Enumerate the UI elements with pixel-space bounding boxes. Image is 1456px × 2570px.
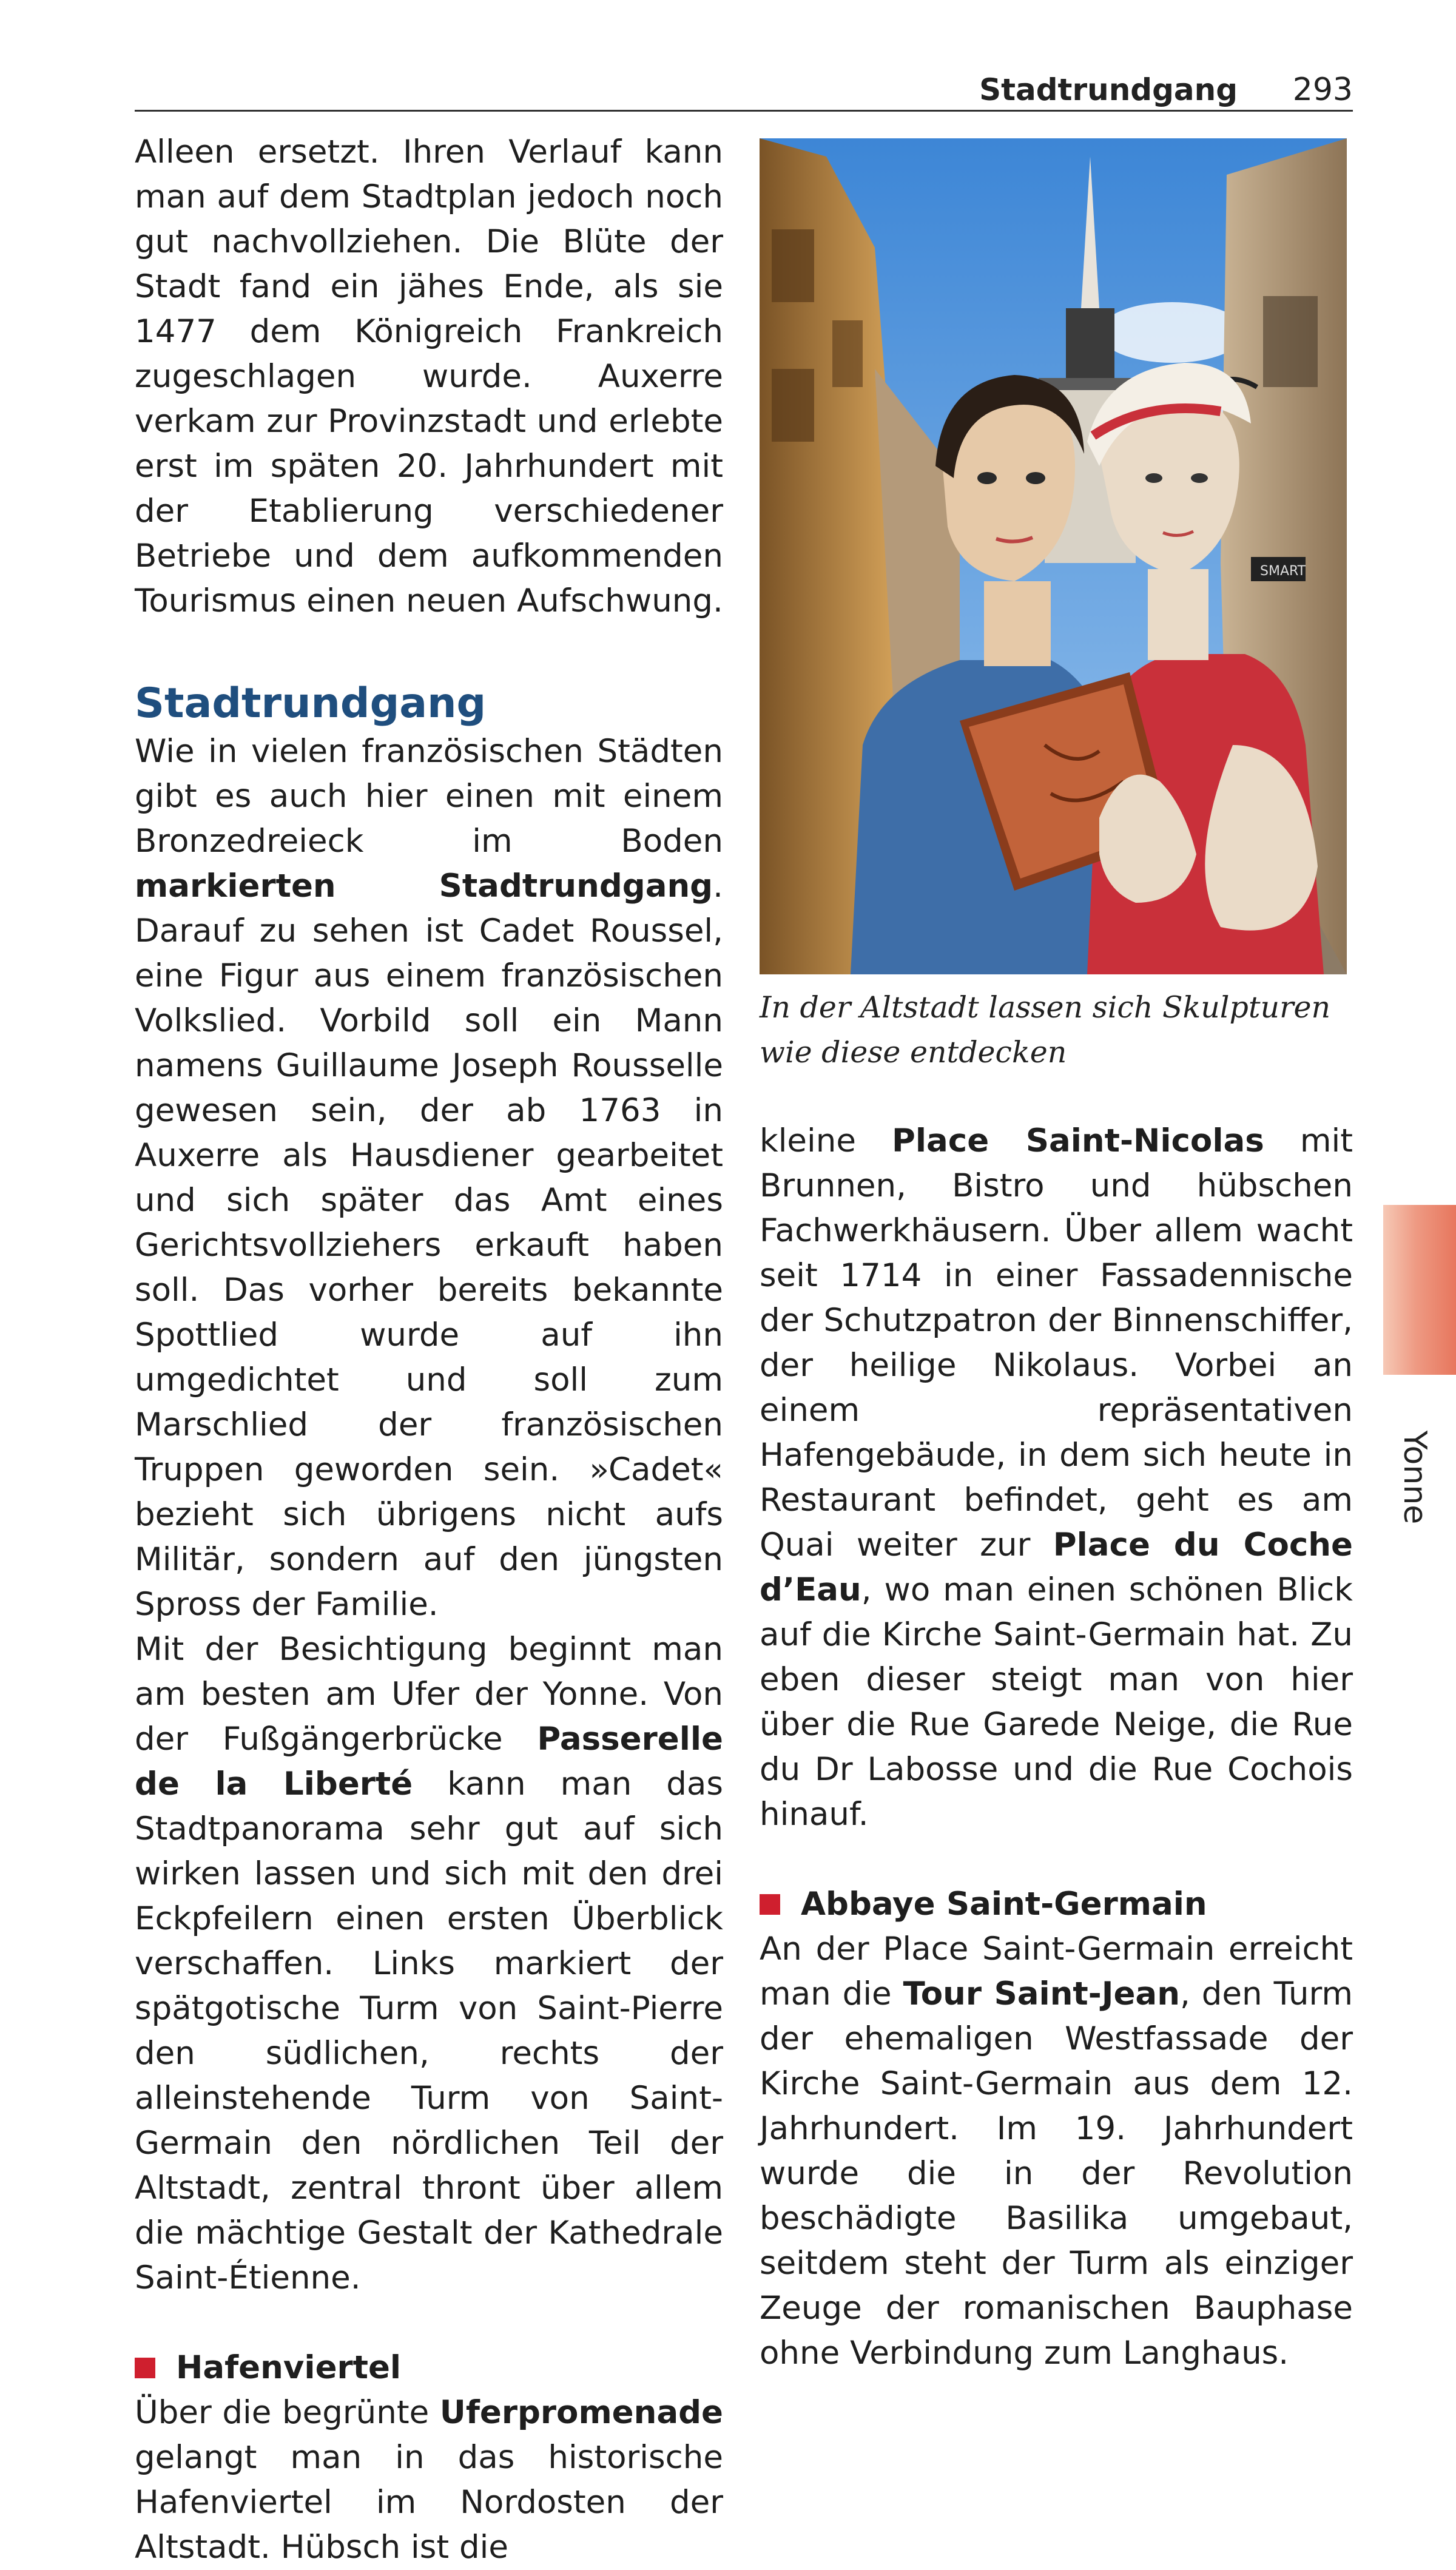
text: An der Place Saint-Germain erreicht man die <box>760 1931 1353 2012</box>
bold-term: markierten Stadtrundgang <box>135 868 713 905</box>
header-rule <box>135 110 1353 112</box>
bold-term: Place du Coche d’Eau <box>760 1526 1353 1608</box>
page-number: 293 <box>1292 72 1353 108</box>
paragraph-besichtigung <box>135 1627 723 2301</box>
bold-term: Place Saint-Nicolas <box>892 1122 1264 1159</box>
spacer <box>760 1837 1353 1882</box>
shop-sign-text: SMART <box>1260 564 1306 579</box>
red-square-icon <box>135 2358 155 2378</box>
bold-term: Uferpromenade <box>439 2394 723 2431</box>
subheading-hafenviertel <box>135 2346 723 2390</box>
subheading-abbaye <box>760 1882 1353 1927</box>
paragraph-stadtrundgang <box>135 729 723 1627</box>
photo-caption: In der Altstadt lassen sich Skulpturen wie diese entdecken <box>760 990 1331 1070</box>
text: , den Turm der ehemaligen Westfassade der Kirche Saint-Germain aus dem 12. Jahrhundert. Im 19. Jahrhundert wurde die in der Revolution beschädigte Basilika umgebaut, seitdem steht der Turm als einziger Zeuge der romanischen Bauphase ohne Verbindung zum Langhaus. <box>760 1975 1353 2372</box>
text: , wo man einen schönen Blick auf die Kirche Saint-Germain hat. Zu eben dieser steigt man von hier über die Rue Garede Neige, die Rue du Dr Labosse und die Rue Cochois hinauf. <box>760 1571 1353 1833</box>
paragraph-place-saint-nicolas <box>760 1119 1353 1837</box>
text: kann man das Stadtpanorama sehr gut auf sich wirken lassen und sich mit den drei Eckpfeilern einen ersten Überblick verschaffen. Links markiert der spätgotische Turm von Saint-Pierre den südlichen, rechts der alleinstehende Turm von Saint-Germain den nördlichen Teil der Altstadt, zentral thront über allem die mächtige Gestalt der Kathedrale Saint-Étienne. <box>135 1766 723 2296</box>
bold-term: Passerelle de la Liberté <box>135 1721 723 1803</box>
text: . Darauf zu sehen ist Cadet Roussel, eine Figur aus einem französischen Volkslied. Vorbild soll ein Mann namens Guillaume Joseph Rousselle gewesen sein, der ab 1763 in Auxerre als Hausdiener gearbeitet und sich später das Amt eines Gerichtsvollziehers erkauft haben soll. Das vorher bereits bekannte Spottlied wurde auf ihn umgedichtet und soll zum Marschlied der französischen Truppen geworden sein. »Cadet« bezieht sich übrigens nicht aufs Militär, sondern auf den jüngsten Spross der Familie. <box>135 868 723 1623</box>
text: mit Brunnen, Bistro und hübschen Fachwerkhäusern. Über allem wacht seit 1714 in einer Fassadennische der Schutzpatron der Binnenschiffer, der heilige Nikolaus. Vorbei an einem repräsentativen Hafengebäude, in dem sich heute in Restaurant befindet, geht es am Quai weiter zur <box>760 1122 1353 1563</box>
chapter-tab <box>1383 1205 1456 1375</box>
red-square-icon <box>760 1894 780 1915</box>
text: Über die begrünte <box>135 2394 440 2431</box>
left-column <box>135 130 723 2570</box>
text: Mit der Besichtigung beginnt man am besten am Ufer der Yonne. Von der Fußgängerbrücke <box>135 1631 723 1758</box>
text: Wie in vielen französischen Städten gibt es auch hier einen mit einem Bronzedreieck im Boden <box>135 733 723 860</box>
paragraph-abbaye <box>760 1927 1353 2376</box>
spacer <box>135 2301 723 2346</box>
sculpture-photo <box>760 138 1347 974</box>
text: kleine <box>760 1122 892 1159</box>
bold-term: Tour Saint-Jean <box>903 1975 1180 2012</box>
photo-illustration <box>760 138 1347 974</box>
paragraph-hafenviertel <box>135 2390 723 2570</box>
subheading-text: Hafenviertel <box>176 2349 402 2386</box>
right-column <box>760 1119 1353 2376</box>
section-heading: Stadtrundgang <box>135 680 487 727</box>
intro-paragraph: Alleen ersetzt. Ihren Verlauf kann man auf dem Stadtplan jedoch noch gut nachvollziehen. Die Blüte der Stadt fand ein jähes Ende, als sie 1477 dem Königreich Frankreich zugeschlagen wurde. Auxerre verkam zur Provinzstadt und erlebte erst im späten 20. Jahrhundert mit der Etablierung verschiedener Betriebe und dem aufkommenden Tourismus einen neuen Aufschwung. <box>135 133 723 619</box>
header-section-title: Stadtrundgang <box>979 72 1238 107</box>
chapter-label: Yonne <box>1397 1430 1433 1525</box>
subheading-text: Abbaye Saint-Germain <box>801 1886 1207 1923</box>
text: gelangt man in das historische Hafenviertel im Nordosten der Altstadt. Hübsch ist die <box>135 2439 723 2566</box>
